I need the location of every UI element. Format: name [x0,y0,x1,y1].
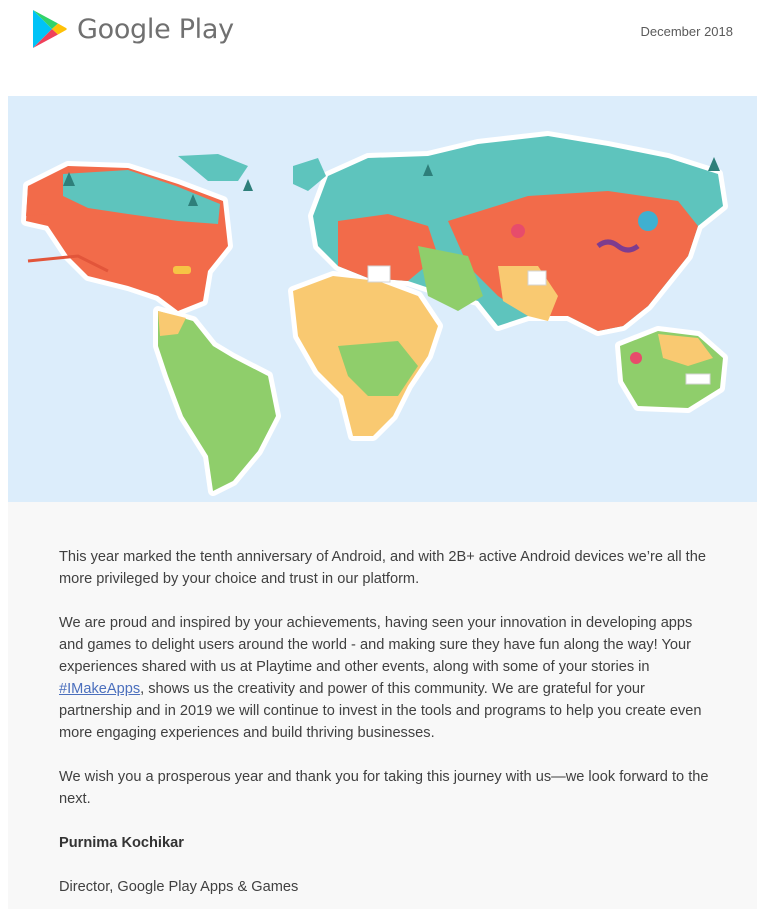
letter-card [8,502,757,909]
paragraph-2-text-end: , shows us the creativity and power of this community. We are grateful for your partnership and in 2019 we will continue to invest in the tools and programs to help you create even more engaging experiences and build thriving businesses. [59,681,702,741]
signature-name: Purnima Kochikar [59,835,184,851]
google-play-logo[interactable] [31,9,234,49]
signature-title: Director, Google Play Apps & Games [59,879,299,895]
letter-paragraph-1: This year marked the tenth anniversary of Android, and with 2B+ active Android devices we’re all the more privileged by your choice and trust in our platform. [59,549,706,587]
newsletter-date: December 2018 [640,24,733,39]
google-play-triangle-icon [31,9,67,49]
paragraph-2-text-start: We are proud and inspired by your achievements, having seen your innovation in developing apps and games to delight users around the world - and making sure they have fun along the way! Your experiences shared with us at Playtime and other events, along with some of your stories in [59,615,693,675]
brand-name: Google Play [77,13,234,45]
imakeapps-link[interactable]: #IMakeApps [59,681,141,697]
letter-paragraph-3: We wish you a prosperous year and thank you for taking this journey with us—we look forward to the next. [59,769,709,807]
email-header [0,0,763,95]
letter-paragraph-2 [59,612,711,744]
letter-body [59,546,711,911]
world-map-illustration [8,96,757,502]
